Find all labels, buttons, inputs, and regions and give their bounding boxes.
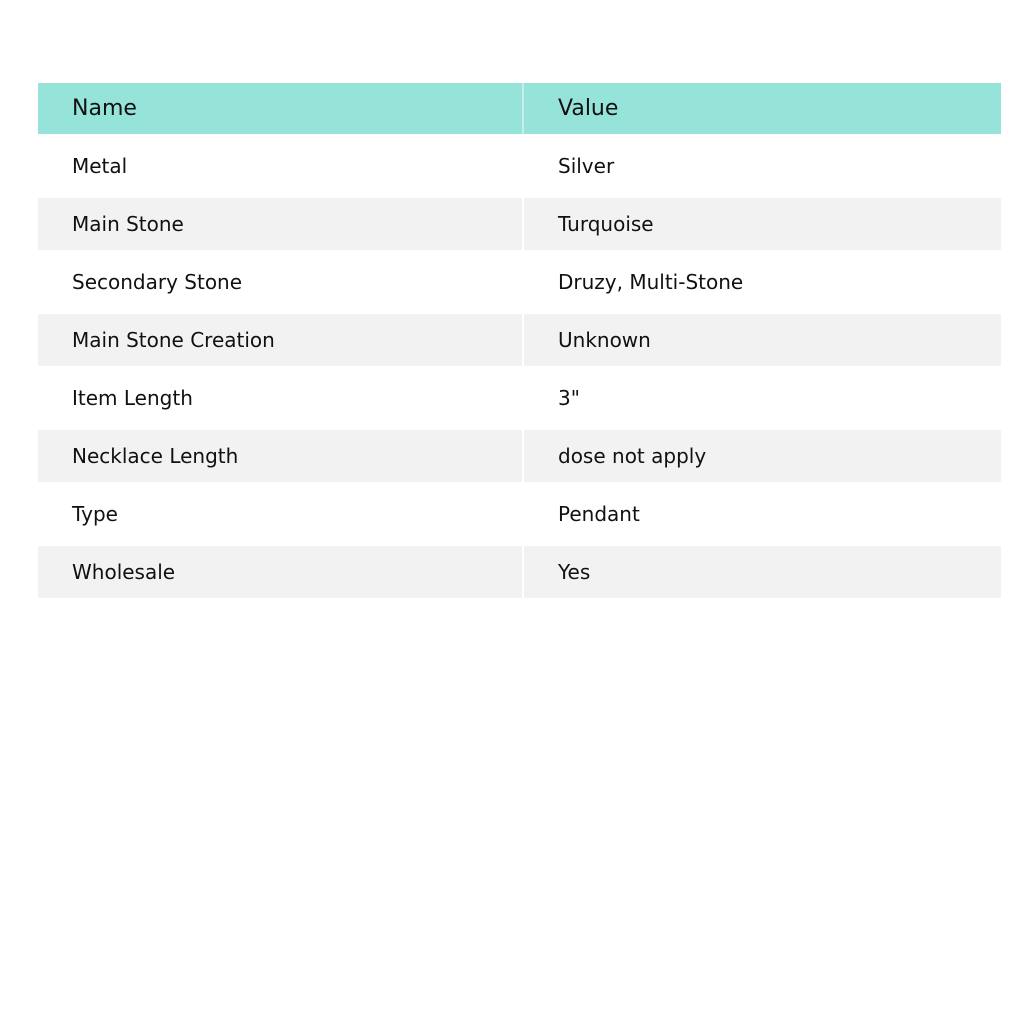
cell-value: Turquoise — [558, 212, 654, 236]
cell-name: Necklace Length — [38, 430, 523, 482]
table-header — [38, 83, 1001, 134]
cell-value: 3" — [558, 386, 580, 410]
table-body — [38, 134, 1001, 598]
cell-name: Main Stone — [38, 198, 523, 250]
cell-name: Metal — [38, 134, 523, 198]
cell-name: Item Length — [38, 366, 523, 430]
table-row — [38, 198, 1001, 250]
table-row — [38, 482, 1001, 546]
table-row — [38, 134, 1001, 198]
column-header-value: Value — [558, 96, 619, 121]
table-row — [38, 430, 1001, 482]
cell-value: Unknown — [558, 328, 651, 352]
cell-name: Secondary Stone — [38, 250, 523, 314]
cell-value: Pendant — [558, 502, 640, 526]
cell-value: dose not apply — [558, 444, 707, 468]
cell-value: Druzy, Multi-Stone — [558, 270, 744, 294]
column-header-name: Name — [38, 83, 523, 134]
table-row — [38, 250, 1001, 314]
table-row — [38, 546, 1001, 598]
cell-value: Yes — [558, 560, 591, 584]
header-row — [38, 83, 1001, 134]
table-row — [38, 366, 1001, 430]
cell-name: Wholesale — [38, 546, 523, 598]
cell-name: Main Stone Creation — [38, 314, 523, 366]
spec-table — [38, 83, 1001, 598]
cell-name: Type — [38, 482, 523, 546]
table-row — [38, 314, 1001, 366]
cell-value: Silver — [558, 154, 615, 178]
